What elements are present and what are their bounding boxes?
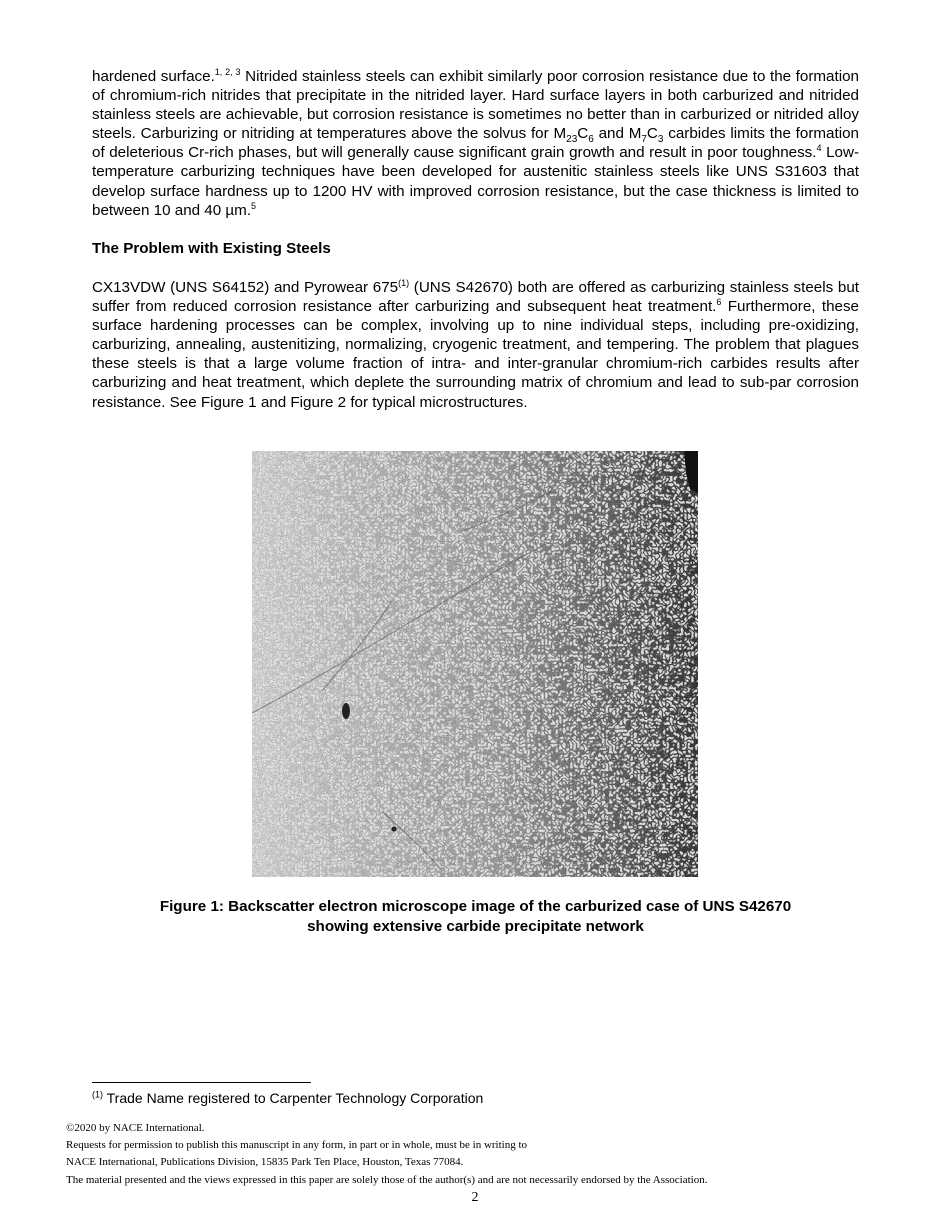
body-paragraph-1: [92, 67, 859, 220]
text-run: Furthermore, these surface hardening processes can be complex, involving up to nine individual steps, including pre-oxidizing, carburizing, annealing, austenitizing, normalizing, cryogenic treatment, and tempering. The problem that plagues these steels is that a large volume fraction of intra- and inter-granular chromium-rich carbides results after carburizing and heat treatment, which deplete the surrounding matrix of chromium and lead to sub-par corrosion resistance. See Figure 1 and Figure 2 for typical microstructures.: [92, 298, 860, 411]
dark-spot: [342, 703, 350, 719]
text-run: Low-temperature carburizing techniques have been developed for austenitic stainless steels like UNS S31603 that develop surface hardness up to 1200 HV with improved corrosion resistance, but the case thickness is limited to between 10 and 40 µm.: [92, 144, 860, 219]
citation-superscript: 6: [716, 297, 722, 308]
subscript: 7: [641, 134, 647, 146]
address-line: NACE International, Publications Division, 15835 Park Ten Place, Houston, Texas 77084.: [66, 1156, 464, 1169]
subscript: 23: [566, 134, 578, 146]
citation-superscript: 4: [816, 143, 822, 154]
text-run: carbides limits the formation of deleterious Cr-rich phases, but will generally cause significant grain growth and result in poor toughness.: [92, 125, 859, 162]
dark-spot: [392, 827, 397, 832]
figure-caption-line-2: showing extensive carbide precipitate network: [307, 917, 644, 935]
page-number: 2: [471, 1190, 479, 1205]
formula-m7c3: M: [628, 125, 642, 143]
section-heading: The Problem with Existing Steels: [92, 240, 331, 257]
copyright-line: ©2020 by NACE International.: [66, 1122, 205, 1134]
subscript: 3: [657, 134, 664, 146]
footnote-text: Trade Name registered to Carpenter Technology Corporation: [103, 1090, 484, 1106]
body-paragraph-2: [92, 278, 859, 412]
text-run: C: [577, 125, 589, 143]
sem-micrograph-image: [252, 451, 698, 877]
citation-superscript: 5: [251, 200, 257, 211]
citation-superscript: 1, 2, 3: [214, 66, 241, 77]
formula-m23c6: M: [553, 125, 567, 143]
subscript: 6: [588, 134, 594, 146]
footnote: [92, 1090, 483, 1106]
text-run: CX13VDW (UNS S64152) and Pyrowear 675: [92, 279, 399, 296]
footnote-marker: (1): [92, 1089, 103, 1100]
disclaimer-line: The material presented and the views expressed in this paper are solely those of the author(s) and are not necessarily endorsed by the Association.: [66, 1173, 708, 1186]
text-run: (UNS S42670) both are offered as carburizing stainless steels but suffer from reduced corrosion resistance after carburizing and subsequent heat treatment.: [92, 279, 859, 316]
permission-line: Requests for permission to publish this manuscript in any form, in part or in whole, must be in writing to: [66, 1139, 528, 1152]
text-run: Nitrided stainless steels can exhibit similarly poor corrosion resistance due to the formation of chromium-rich nitrides that precipitate in the nitrided layer. Hard surface layers in both carburized and nitrided stainless steels are achievable, but corrosion resistance is sometimes no better than in carburized or nitrided alloy steels. Carburizing or nitriding at temperatures above the solvus for: [92, 68, 859, 143]
footnote-marker: (1): [398, 277, 410, 288]
copyright-notice: [66, 1120, 707, 1189]
text-run: C: [646, 125, 658, 143]
micrograph-fine-carbides: [252, 451, 698, 877]
text-run: and: [593, 125, 629, 143]
figure-caption: [92, 897, 859, 936]
text-run: hardened surface.: [92, 68, 215, 85]
footnote-separator: [92, 1082, 311, 1083]
figure-caption-line-1: Figure 1: Backscatter electron microscope image of the carburized case of UNS S42670: [159, 898, 792, 915]
